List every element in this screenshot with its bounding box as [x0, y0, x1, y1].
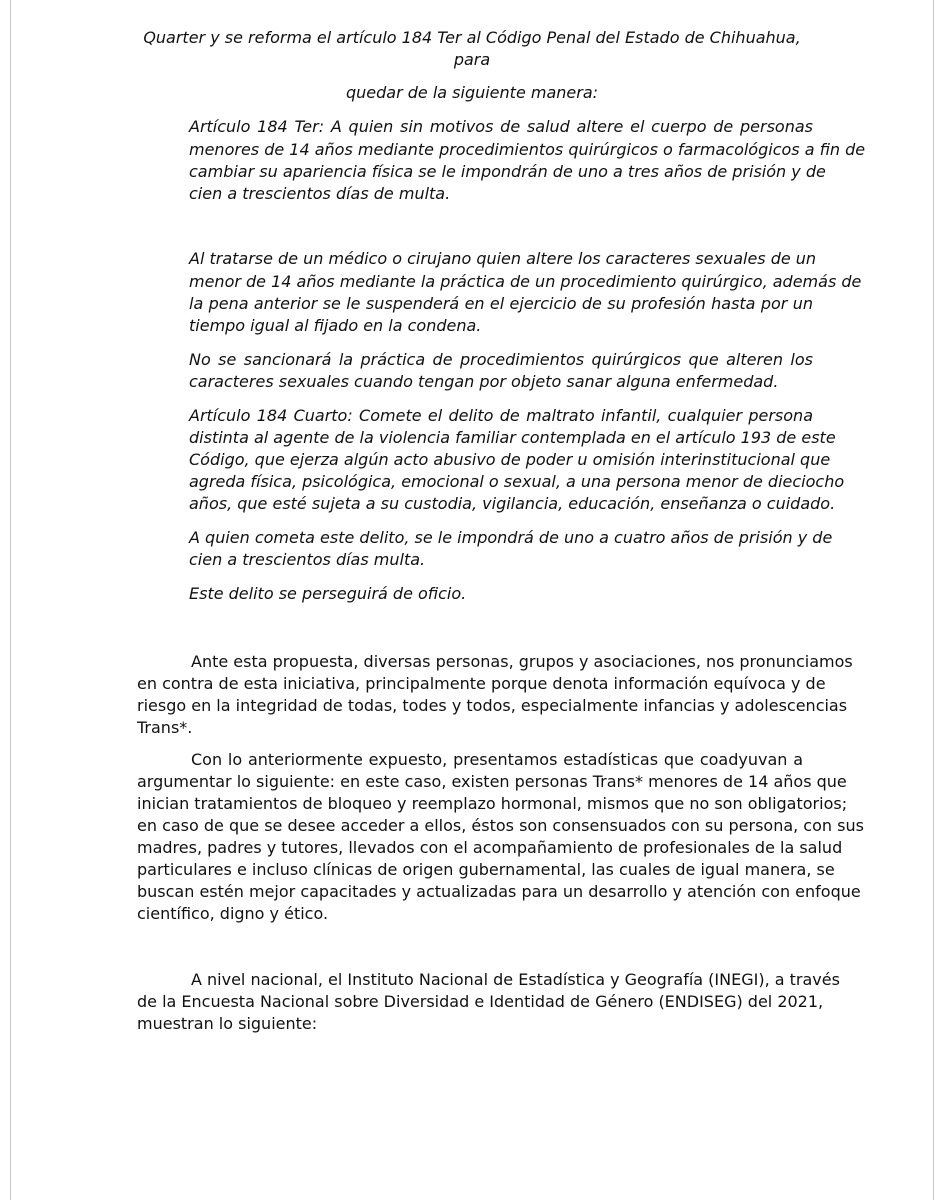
art-cuarto-line-3: Código, que ejerza algún acto abusivo de poder u omisión interinstitucional que: [189, 450, 831, 469]
expuesto-line-6: particulares e incluso clínicas de origen gubernamental, las cuales de igual manera, se: [137, 860, 835, 879]
art-ter-line-1: Artículo 184 Ter: A quien sin motivos de salud altere el cuerpo de personas: [189, 117, 813, 136]
header-line-3: quedar de la siguiente manera:: [345, 83, 599, 102]
art-ter-line-4: cien a trescientos días de multa.: [189, 184, 451, 203]
pena-line-2: cien a trescientos días multa.: [189, 550, 426, 569]
expuesto-line-3: inician tratamientos de bloqueo y reemplazo hormonal, mismos que no son obligatorios;: [137, 794, 848, 813]
art-cuarto-line-1: Artículo 184 Cuarto: Comete el delito de maltrato infantil, cualquier persona: [189, 406, 813, 425]
medico-line-3: la pena anterior se le suspenderá en el ejercicio de su profesión hasta por un: [189, 294, 813, 313]
nacional-line-3: muestran lo siguiente:: [137, 1014, 318, 1033]
art-ter-line-3: cambiar su apariencia física se le impondrán de uno a tres años de prisión y de: [189, 162, 826, 181]
expuesto-line-7: buscan estén mejor capacitades y actualizadas para un desarrollo y atención con enfoque: [137, 882, 861, 901]
nacional-line-2: de la Encuesta Nacional sobre Diversidad e Identidad de Género (ENDISEG) del 2021,: [137, 992, 824, 1011]
document-page: [10, 0, 934, 1200]
art-cuarto-line-5: años, que esté sujeta a su custodia, vigilancia, educación, enseñanza o cuidado.: [189, 494, 836, 513]
pena-line-1: A quien cometa este delito, se le impondrá de uno a cuatro años de prisión y de: [189, 528, 833, 547]
expuesto-line-8: científico, digno y ético.: [137, 904, 329, 923]
propuesta-line-4: Trans*.: [137, 718, 193, 737]
nacional-line-1: A nivel nacional, el Instituto Nacional de Estadística y Geografía (INEGI), a través: [191, 970, 840, 989]
no-sanciona-line-2: caracteres sexuales cuando tengan por objeto sanar alguna enfermedad.: [189, 372, 779, 391]
propuesta-line-3: riesgo en la integridad de todas, todes y todos, especialmente infancias y adolescencias: [137, 696, 848, 715]
expuesto-line-5: madres, padres y tutores, llevados con el acompañamiento de profesionales de la salud: [137, 838, 843, 857]
expuesto-line-4: en caso de que se desee acceder a ellos, éstos son consensuados con su persona, con sus: [137, 816, 864, 835]
propuesta-line-2: en contra de esta iniciativa, principalmente porque denota información equívoca y de: [137, 674, 826, 693]
medico-line-4: tiempo igual al fijado en la condena.: [189, 316, 482, 335]
expuesto-line-2: argumentar lo siguiente: en este caso, existen personas Trans* menores de 14 años que: [137, 772, 847, 791]
header-line-1: Quarter y se reforma el artículo 184 Ter al Código Penal del Estado de Chihuahua,: [143, 28, 801, 47]
medico-line-2: menor de 14 años mediante la práctica de un procedimiento quirúrgico, además de: [189, 272, 862, 291]
oficio-line: Este delito se perseguirá de oficio.: [189, 584, 467, 603]
art-cuarto-line-4: agreda física, psicológica, emocional o sexual, a una persona menor de dieciocho: [189, 472, 845, 491]
medico-line-1: Al tratarse de un médico o cirujano quien altere los caracteres sexuales de un: [189, 249, 817, 268]
art-cuarto-line-2: distinta al agente de la violencia familiar contemplada en el artículo 193 de este: [189, 428, 836, 447]
propuesta-line-1: Ante esta propuesta, diversas personas, grupos y asociaciones, nos pronunciamos: [191, 652, 853, 671]
expuesto-line-1: Con lo anteriormente expuesto, presentamos estadísticas que coadyuvan a: [191, 750, 803, 769]
no-sanciona-line-1: No se sancionará la práctica de procedimientos quirúrgicos que alteren los: [189, 350, 813, 369]
header-line-2: para: [453, 50, 491, 69]
art-ter-line-2: menores de 14 años mediante procedimientos quirúrgicos o farmacológicos a fin de: [189, 140, 866, 159]
